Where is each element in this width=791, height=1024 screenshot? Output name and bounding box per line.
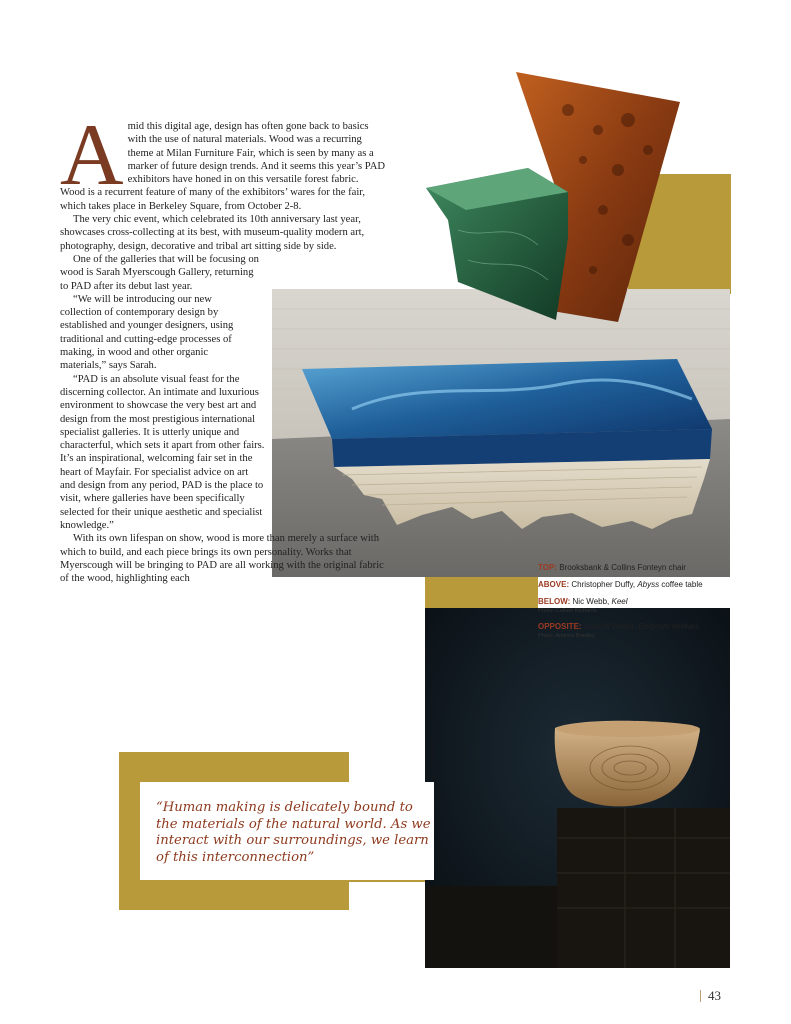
captions: [538, 562, 728, 646]
page-number-divider: [700, 990, 701, 1002]
article-paragraph: The very chic event, which celebrated its 10th anniversary last year, showcases cross-collecting at its best, with museum-quality modern art, photography, design, decorative and tribal art sitting side by side.: [60, 214, 365, 252]
caption-key: OPPOSITE:: [538, 622, 582, 631]
keel-vessel-illustration: [425, 608, 730, 968]
chair-image: [418, 70, 683, 322]
bowl-image: [425, 608, 730, 968]
caption-key: BELOW:: [538, 597, 571, 606]
photo-credit: Photo: Callum Richards: [538, 608, 597, 614]
caption-text-end: shelves: [669, 622, 700, 631]
caption-title: Keel: [611, 597, 628, 606]
article-paragraph: With its own lifespan on show, wood is more than merely a surface with which to build, and each piece brings its own personality. Works that Myerscough will be bringing to PAD are all working with the original fabric of the wood, highlighting each: [60, 533, 384, 585]
article-body: [60, 107, 386, 585]
caption-title: Abyss: [637, 580, 660, 589]
caption-top: [538, 562, 728, 573]
caption-key: ABOVE:: [538, 580, 570, 589]
pull-quote: “Human making is delicately bound to the materials of the natural world. As we interact with our surroundings, we learn of this interconnection”: [156, 800, 431, 865]
caption-key: TOP:: [538, 563, 557, 572]
caption-above: [538, 579, 728, 590]
article-paragraph: “PAD is an absolute visual feast for the discerning collector. An intimate and luxurious environment to showcase the very best art and design from the most prestigious international specialist galleries. It is utterly unique and characterful, which sets it apart from other fairs. It’s an inspirational, welcoming fair set in the heart of Mayfair. For specialist advice on art and design from any period, PAD is the place to visit, where galleries have been specifically selected for their unique aesthetic and specialist knowledge.”: [60, 373, 265, 531]
page-number: 43: [708, 988, 721, 1003]
caption-text: Joseph Walsh,: [581, 622, 639, 631]
caption-text-end: coffee table: [659, 580, 703, 589]
caption-opposite: [538, 621, 728, 640]
article-paragraph: “We will be introducing our new collection of contemporary design by established and younger designers, using traditional and cutting-edge processes of making, in wood and other organic materials,” says Sarah.: [60, 293, 234, 372]
article-paragraph: mid this digital age, design has often gone back to basics with the use of natural materials. Wood was a recurring theme at Milan Furniture Fair, which is seen by many as a marker of future design trends. And it seems this year’s PAD exhibitors have honed in on this versatile forest fabric. Wood is a recurrent feature of many of the exhibitors’ wares for the fair, which takes place in Berkeley Square, from October 2-8.: [60, 121, 386, 212]
fonteyn-chair-illustration: [418, 70, 683, 322]
caption-title: Enignum: [638, 622, 670, 631]
caption-text: Christopher Duffy,: [569, 580, 638, 589]
caption-text: Brooksbank & Collins Fonteyn chair: [556, 563, 686, 572]
caption-text: Nic Webb,: [570, 597, 612, 606]
drop-cap: A: [60, 107, 124, 204]
caption-below: [538, 596, 728, 615]
article-paragraph: One of the galleries that will be focusing on wood is Sarah Myerscough Gallery, returning to PAD after its debut last year.: [60, 253, 259, 292]
pull-quote-box: [140, 782, 434, 880]
photo-credit: Photo: Andrew Bradley: [538, 633, 595, 639]
